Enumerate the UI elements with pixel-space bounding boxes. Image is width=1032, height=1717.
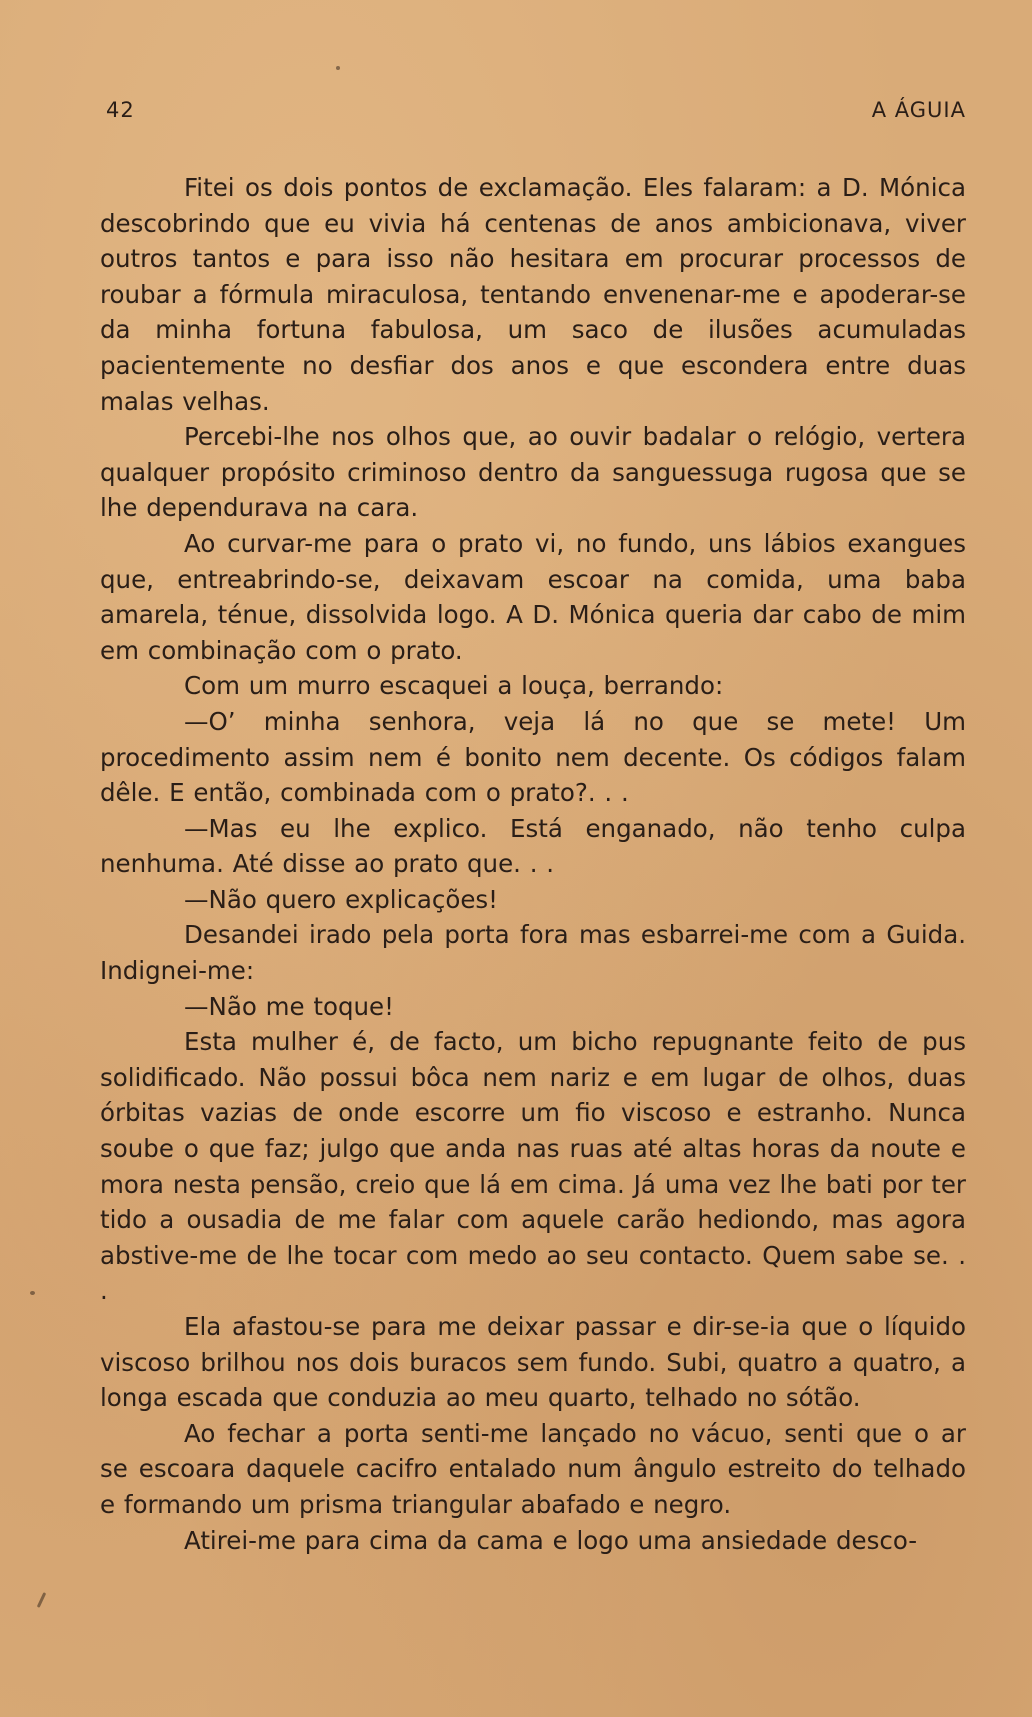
ink-speck — [37, 1592, 46, 1608]
paragraph: Ao fechar a porta senti-me lançado no vácuo, senti que o ar se escoara daquele cacifro entalado num ângulo estreito do telhado e formando um prisma triangular abafado e negro. — [100, 1418, 966, 1519]
paragraph: Fitei os dois pontos de exclamação. Eles falaram: a D. Mónica descobrindo que eu vivia há centenas de anos ambicionava, viver outros tantos e para isso não hesitara em procurar processos de roubar a fórmula miraculosa, tentando envenenar-me e apoderar-se da minha fortuna fabulosa, um saco de ilusões acumuladas pacientemente no desfiar dos anos e que escondera entre duas malas velhas. — [100, 173, 966, 416]
dialogue-line: —Mas eu lhe explico. Está enganado, não tenho culpa nenhuma. Até disse ao prato que. . . — [100, 813, 966, 879]
paragraph: Percebi-lhe nos olhos que, ao ouvir badalar o relógio, vertera qualquer propósito criminoso dentro da sanguessuga rugosa que se lhe dependurava na cara. — [100, 422, 966, 523]
page-number: 42 — [106, 98, 135, 122]
paragraph: Desandei irado pela porta fora mas esbarrei-me com a Guida. Indignei-me: — [100, 920, 966, 986]
dialogue-line: —Não quero explicações! — [184, 884, 498, 914]
running-head — [106, 98, 966, 134]
paragraph: Ao curvar-me para o prato vi, no fundo, uns lábios exangues que, entreabrindo-se, deixavam escoar na comida, uma baba amarela, ténue, dissolvida logo. A D. Mónica queria dar cabo de mim em combinação com o prato. — [100, 528, 966, 665]
journal-title: A ÁGUIA — [871, 98, 966, 122]
paragraph: Atirei-me para cima da cama e logo uma ansiedade desco- — [184, 1525, 918, 1555]
ink-speck — [336, 66, 340, 70]
ink-speck — [30, 1291, 35, 1295]
dialogue-line: —O’ minha senhora, veja lá no que se mete! Um procedimento assim nem é bonito nem decente. Os códigos falam dêle. E então, combinada com o prato?. . . — [100, 706, 966, 808]
paragraph: Com um murro escaquei a louça, berrando: — [184, 671, 724, 701]
paragraph: Ela afastou-se para me deixar passar e dir-se-ia que o líquido viscoso brilhou nos dois buracos sem fundo. Subi, quatro a quatro, a longa escada que conduzia ao meu quarto, telhado no sótão. — [100, 1312, 966, 1413]
body-text — [100, 170, 966, 1558]
paragraph: Esta mulher é, de facto, um bicho repugnante feito de pus solidificado. Não possui bôca nem nariz e em lugar de olhos, duas órbitas vazias de onde escorre um fio viscoso e estranho. Nunca soube o que faz; julgo que anda nas ruas até altas horas da noute e mora nesta pensão, creio que lá em cima. Já uma vez lhe bati por ter tido a ousadia de me falar com aquele carão hediondo, mas agora abstive-me de lhe tocar com medo ao seu contacto. Quem sabe se. . . — [100, 1027, 966, 1306]
dialogue-line: —Não me toque! — [184, 991, 394, 1021]
